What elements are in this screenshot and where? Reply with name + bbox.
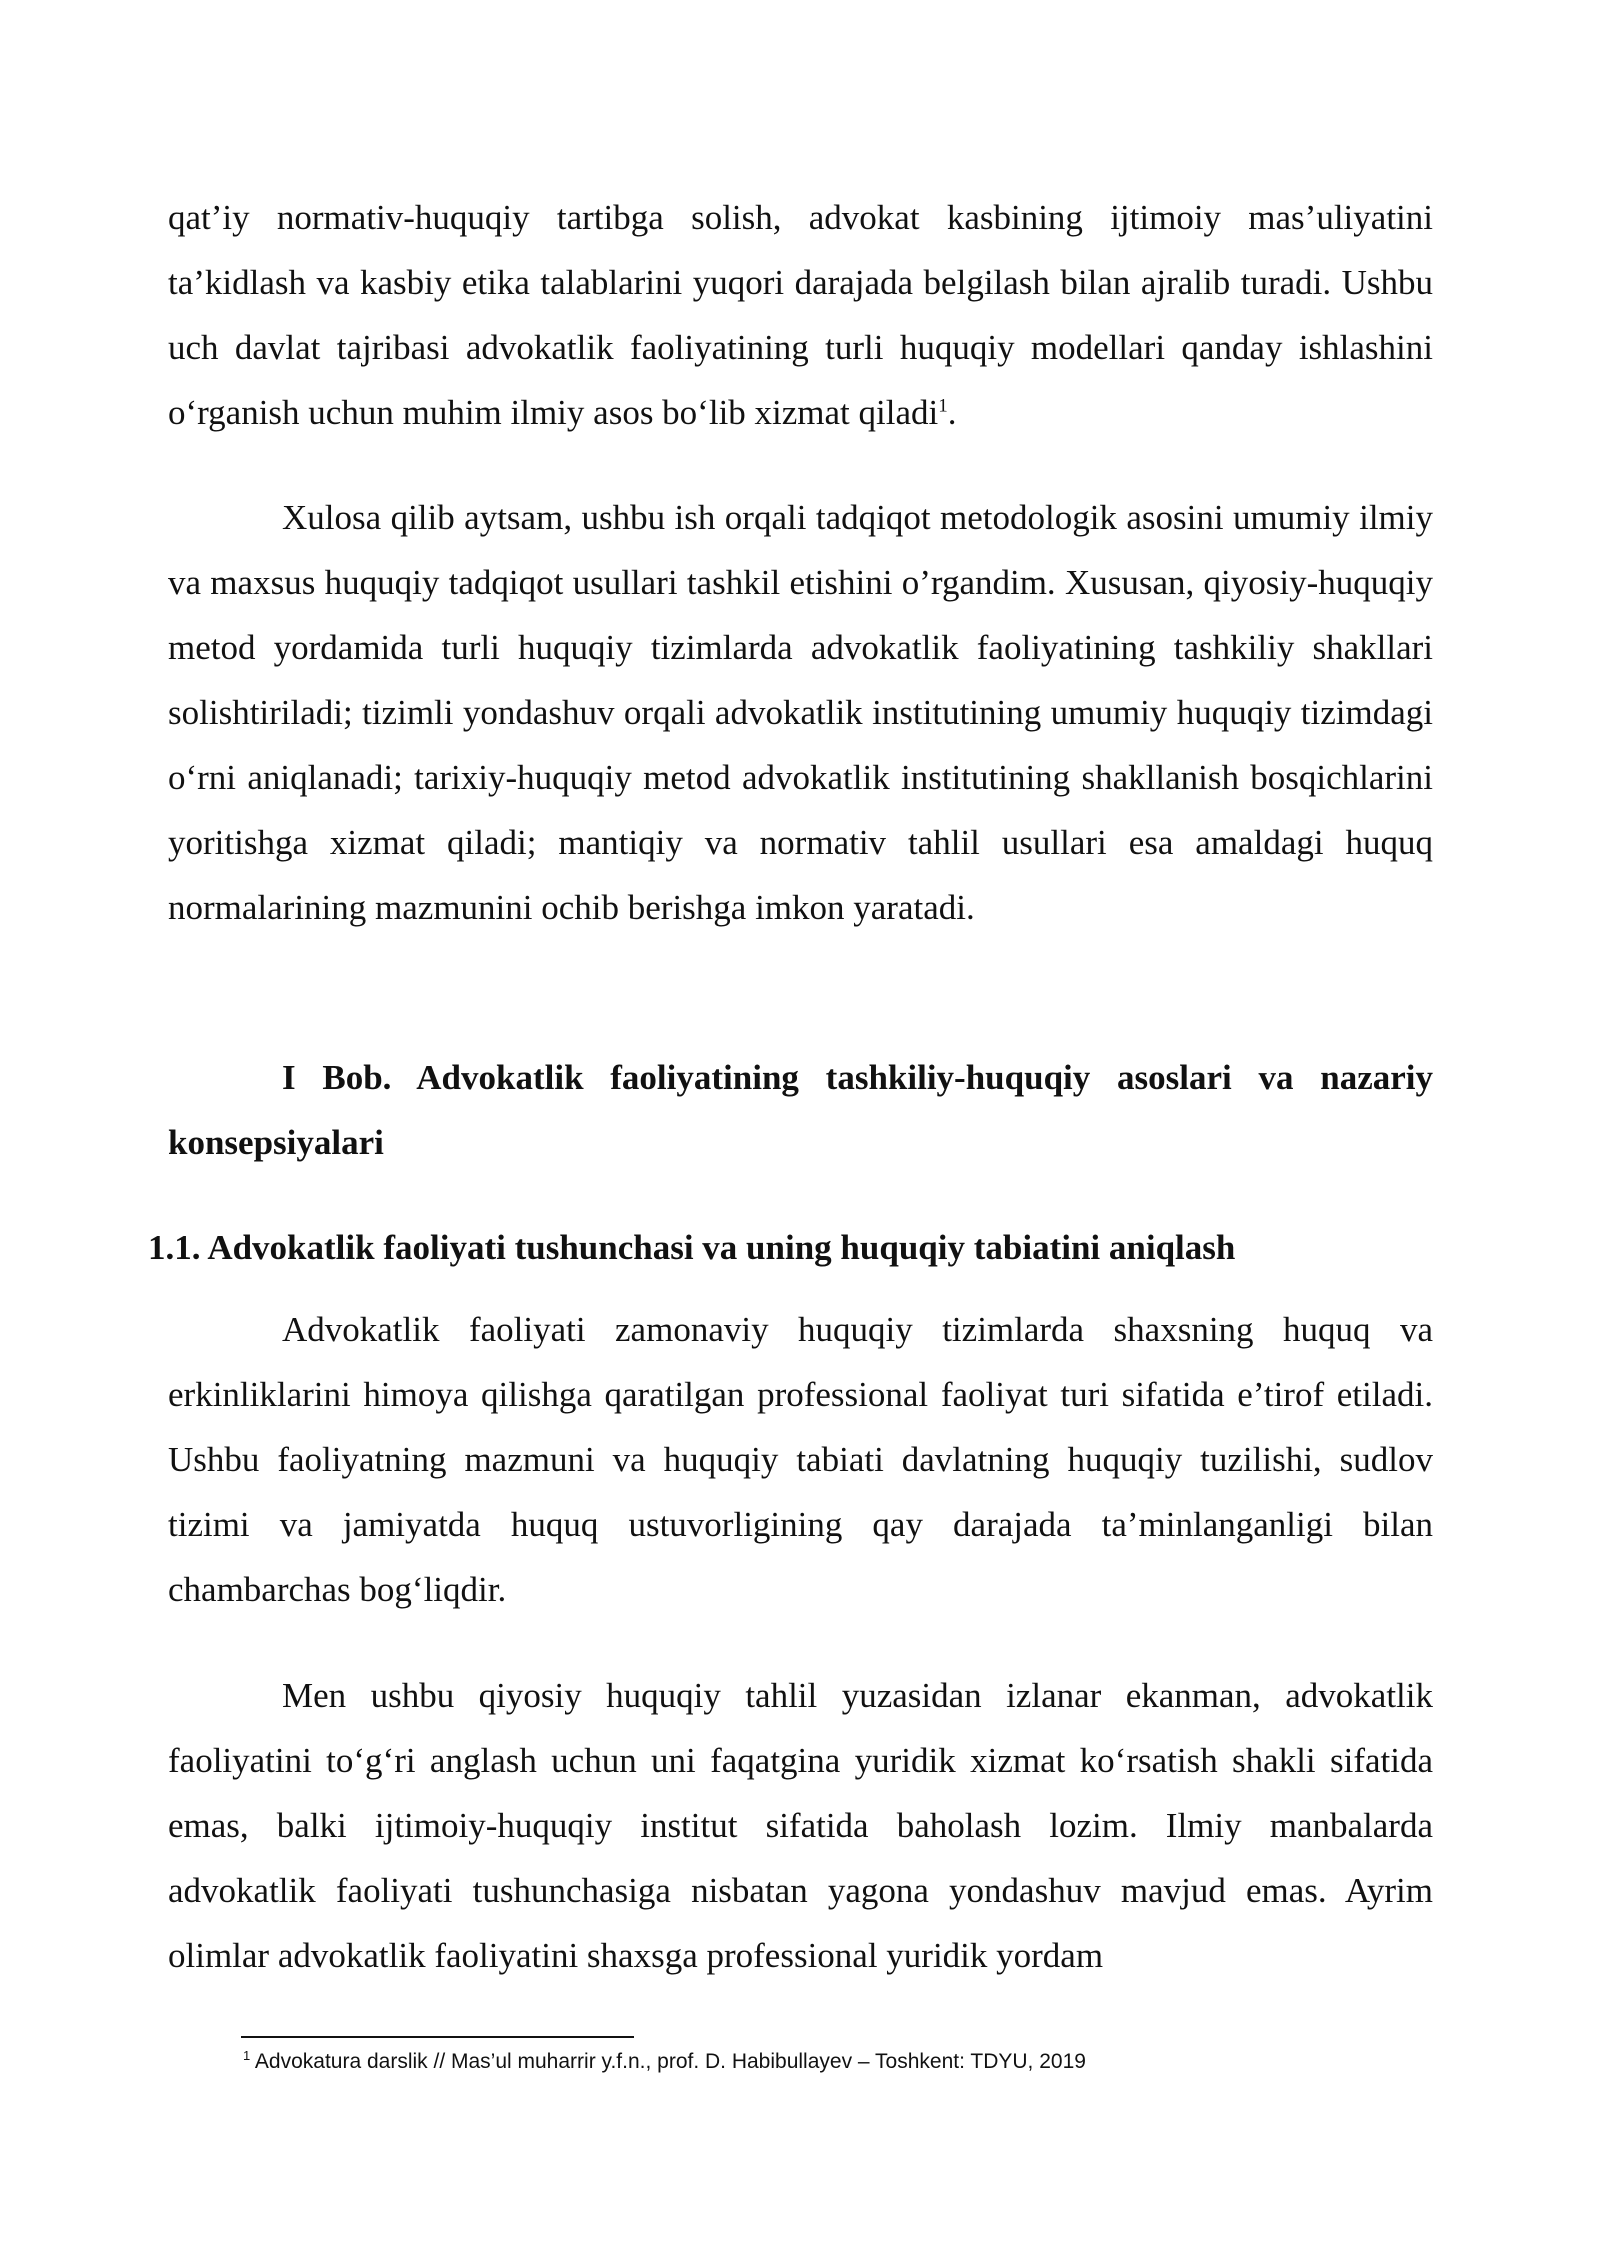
- paragraph-end-punctuation: .: [947, 393, 957, 432]
- section-heading: 1.1. Advokatlik faoliyati tushunchasi va uning huquqiy tabiatini aniqlash: [148, 1228, 1236, 1267]
- paragraph-continuation: [168, 185, 1433, 445]
- footnote-text: Advokatura darslik // Mas’ul muharrir y.f.n., prof. D. Habibullayev – Toshkent: TDYU, 2019: [250, 2050, 1086, 2073]
- footnote: [243, 2047, 1086, 2077]
- paragraph-analysis: Men ushbu qiyosiy huquqiy tahlil yuzasidan izlanar ekanman, advokatlik faoliyatini to‘g‘ri anglash uchun uni faqatgina yuridik xizmat ko‘rsatish shakli sifatida emas, balki ijtimoiy-huquqiy institut sifatida baholash lozim. Ilmiy manbalarda advokatlik faoliyati tushunchasiga nisbatan yagona yondashuv mavjud emas. Ayrim olimlar advokatlik faoliyatini shaxsga professional yuridik yordam: [168, 1676, 1433, 1975]
- paragraph-text: qat’iy normativ-huquqiy tartibga solish, advokat kasbining ijtimoiy mas’uliyatini ta’kidlash va kasbiy etika talablarini yuqori darajada belgilash bilan ajralib turadi. Ushbu uch davlat tajribasi advokatlik faoliyatining turli huquqiy modellari qanday ishlashini o‘rganish uchun muhim ilmiy asos bo‘lib xizmat qiladi: [168, 198, 1433, 432]
- footnote-number: 1: [243, 2048, 251, 2063]
- footnote-separator: [241, 2036, 634, 2038]
- chapter-heading: I Bob. Advokatlik faoliyatining tashkiliy-huquqiy asoslari va nazariy konsepsiyalari: [168, 1058, 1433, 1162]
- paragraph-conclusion: Xulosa qilib aytsam, ushbu ish orqali tadqiqot metodologik asosini umumiy ilmiy va maxsus huquqiy tadqiqot usullari tashkil etishini o’rgandim. Xususan, qiyosiy-huquqiy metod yordamida turli huquqiy tizimlarda advokatlik faoliyatining tashkiliy shakllari solishtiriladi; tizimli yondashuv orqali advokatlik institutining umumiy huquqiy tizimdagi o‘rni aniqlanadi; tarixiy-huquqiy metod advokatlik institutining shakllanish bosqichlarini yoritishga xizmat qiladi; mantiqiy va normativ tahlil usullari esa amaldagi huquq normalarining mazmunini ochib berishga imkon yaratadi.: [168, 498, 1433, 927]
- footnote-reference[interactable]: 1: [938, 395, 948, 417]
- paragraph-definition: Advokatlik faoliyati zamonaviy huquqiy tizimlarda shaxsning huquq va erkinliklarini himoya qilishga qaratilgan professional faoliyat turi sifatida e’tirof etiladi. Ushbu faoliyatning mazmuni va huquqiy tabiati davlatning huquqiy tuzilishi, sudlov tizimi va jamiyatda huquq ustuvorligining qay darajada ta’minlanganligi bilan chambarchas bog‘liqdir.: [168, 1310, 1433, 1609]
